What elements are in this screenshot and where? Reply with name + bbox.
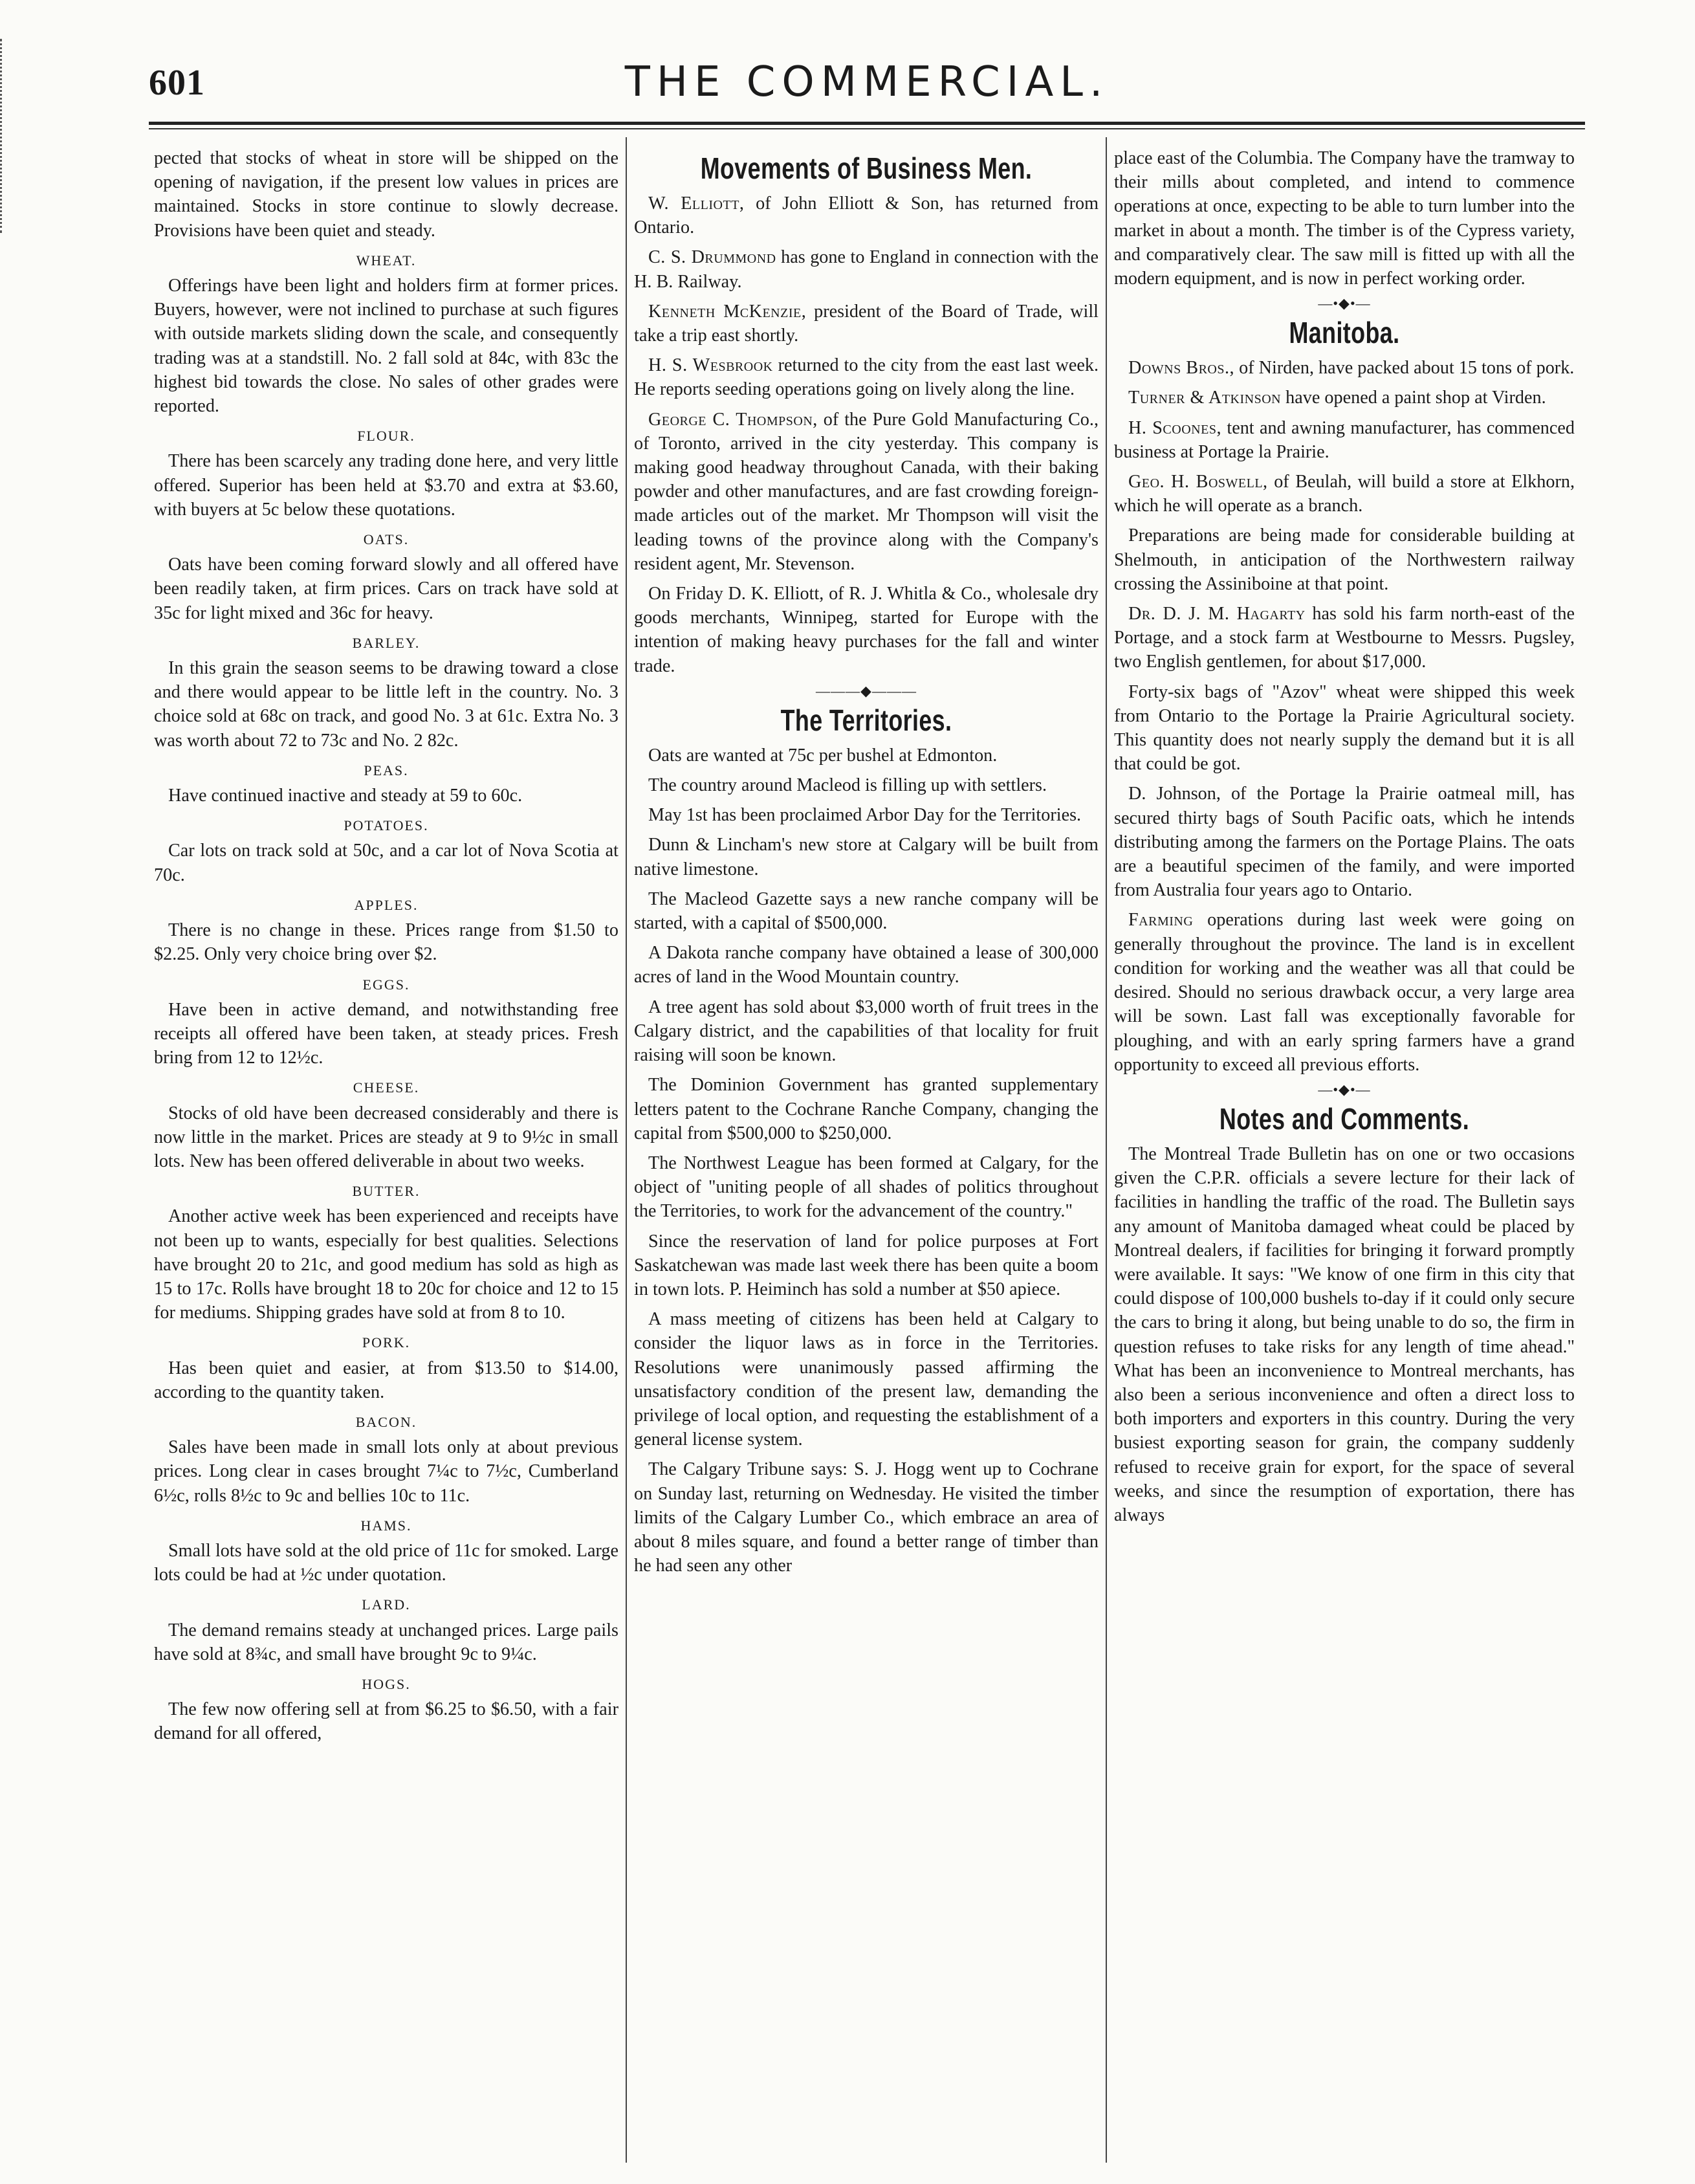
- paragraph-text: of John Elliott & Son, has returned from Ontario.: [634, 193, 1099, 238]
- subheading-oats: OATS.: [363, 531, 410, 548]
- paragraph: The few now offering sell at from $6.25 to $6.50, with a fair demand for all offered,: [154, 1699, 618, 1744]
- paragraph: [634, 192, 1099, 239]
- paragraph: There has been scarcely any trading done here, and very little offered. Superior has been held at $3.70 and extra at $3.60, with buyers at 5c below these quotations.: [154, 451, 618, 520]
- paragraph: Have been in active demand, and notwithstanding free receipts all offered have been taken, at steady prices. Fresh bring from 12 to 12½c.: [154, 999, 618, 1068]
- paragraph: [1114, 908, 1575, 1076]
- person-name: H. S. Wesbrook: [648, 355, 773, 376]
- paragraph-text: have opened a paint shop at Virden.: [1285, 388, 1546, 408]
- paragraph: [1114, 386, 1575, 410]
- paragraph: Offerings have been light and holders firm at former prices. Buyers, however, were not inclined to purchase at such figures with outside markets sliding down the scale, and consequently trading was at a standstill. No. 2 fall sold at 84c, with 83c the highest bid towards the close. No sales of other grades were reported.: [154, 276, 618, 417]
- person-name: Geo. H. Boswell,: [1128, 472, 1268, 492]
- paragraph: Since the reservation of land for police purposes at Fort Saskatchewan was made last week there has been quite a boom in town lots. P. Heiminch has sold a number at $50 apiece.: [634, 1231, 1099, 1299]
- paragraph: May 1st has been proclaimed Arbor Day for the Territories.: [648, 805, 1082, 826]
- paragraph: A tree agent has sold about $3,000 worth of fruit trees in the Calgary district, and the capabilities of that locality for fruit raising will soon be known.: [634, 997, 1099, 1066]
- paragraph: The Montreal Trade Bulletin has on one or two occasions given the C.P.R. officials a severe lecture for their lack of facilities in handling the traffic of the road. The Bulletin says any amount of Manitoba damaged wheat could be placed by Montreal dealers, if facilities for bringing it forward promptly were available. It says: "We know of one firm in this city that could dispose of 100,000 bushels to-day if it could only secure the cars to bring it along, but being unable to do so, the firm in question refuses to take risks for any length of time ahead." What has been an inconvenience to Montreal merchants, has also been a serious inconvenience and often a direct loss to both importers and exporters in this country. During the very busiest exporting season for grain, the company suddenly refused to receive grain for export, for the space of several weeks, and since the resumption of exportation, there has always: [1114, 1143, 1575, 1525]
- page-header: [149, 58, 1585, 110]
- paragraph: [1114, 356, 1575, 380]
- binding-edge: [0, 39, 19, 233]
- person-name: George C. Thompson,: [648, 409, 818, 430]
- paragraph: On Friday D. K. Elliott, of R. J. Whitla & Co., wholesale dry goods merchants, Winnipeg, started for Europe with the intention of making heavy purchases for the fall and winter trade.: [634, 584, 1099, 676]
- paragraph: Preparations are being made for considerable building at Shelmouth, in anticipation of the Northwestern railway crossing the Assiniboine at that point.: [1114, 525, 1575, 594]
- column-divider: [1106, 137, 1107, 2163]
- person-name: Turner & Atkinson: [1128, 388, 1282, 408]
- paragraph: The Macleod Gazette says a new ranche company will be started, with a capital of $500,000.: [634, 888, 1099, 934]
- paragraph: [634, 408, 1099, 576]
- paragraph: There is no change in these. Prices range from $1.50 to $2.25. Only very choice bring over $2.: [154, 920, 618, 965]
- paragraph: Another active week has been experienced and receipts have not been up to wants, especially for best qualities. Selections have brought 20 to 21c, and good medium has sold as high as 15 to 17c. Rolls have brought 18 to 20c for choice and 12 to 15 for mediums. Shipping grades have sold at from 8 to 10.: [154, 1206, 618, 1323]
- subheading-pork: PORK.: [362, 1334, 411, 1351]
- subheading-eggs: EGGS.: [362, 976, 410, 993]
- section-heading-movements: Movements of Business Men.: [700, 151, 1033, 185]
- paragraph: A Dakota ranche company have obtained a lease of 300,000 acres of land in the Wood Mountain country.: [634, 943, 1099, 987]
- paragraph: D. Johnson, of the Portage la Prairie oatmeal mill, has secured thirty bags of South Pacific oats, which he intends distributing among the farmers on the Portage Plains. The oats are a beautiful specimen of the family, and were imported from Australia four years ago to Ontario.: [1114, 784, 1575, 901]
- paragraph-text: president of the Board of Trade, will take a trip east shortly.: [634, 301, 1099, 346]
- person-name: Kenneth McKenzie,: [648, 301, 807, 322]
- subheading-bacon: BACON.: [355, 1413, 417, 1430]
- subheading-flour: FLOUR.: [357, 428, 415, 445]
- column-business-news: [634, 146, 1099, 2159]
- paragraph-text: of Beulah, will build a store at Elkhorn, which he will operate as a branch.: [1114, 472, 1575, 516]
- paragraph-text: tent and awning manufacturer, has commenced business at Portage la Prairie.: [1114, 417, 1575, 462]
- header-rule: [149, 122, 1585, 125]
- subheading-apples: APPLES.: [354, 896, 419, 913]
- paragraph: [1114, 416, 1575, 464]
- paragraph: The country around Macleod is filling up with settlers.: [648, 775, 1047, 796]
- masthead-title: THE COMMERCIAL.: [624, 58, 1110, 106]
- person-name: C. S. Drummond: [648, 247, 776, 268]
- paragraph: Dunn & Lincham's new store at Calgary will be built from native limestone.: [634, 835, 1099, 879]
- section-ornament: ———◆———: [816, 682, 917, 699]
- paragraph-text: has gone to England in connection with the H. B. Railway.: [634, 247, 1099, 292]
- paragraph: The demand remains steady at unchanged prices. Large pails have sold at 8¾c, and small have brought 9c to 9¼c.: [154, 1620, 618, 1664]
- column-market-report: [154, 146, 618, 2159]
- paragraph: A mass meeting of citizens has been held at Calgary to consider the liquor laws as in force in the Territories. Resolutions were unanimously passed affirming the unsatisfactory condition of the present law, demanding the privilege of local option, and requesting the establishment of a general license system.: [634, 1309, 1099, 1450]
- column-divider: [626, 137, 627, 2163]
- subheading-butter: BUTTER.: [352, 1183, 421, 1200]
- section-heading-manitoba: Manitoba.: [1289, 316, 1400, 350]
- subheading-barley: BARLEY.: [352, 634, 421, 651]
- person-name: H. Scoones,: [1128, 417, 1221, 438]
- section-heading-territories: The Territories.: [780, 703, 952, 737]
- paragraph: The Northwest League has been formed at Calgary, for the object of "uniting people of all shades of politics throughout the Territories, to work for the advancement of the country.": [634, 1153, 1099, 1222]
- section-ornament: —•◆•—: [1318, 1081, 1371, 1098]
- paragraph: pected that stocks of wheat in store will be shipped on the opening of navigation, if the present low values in prices are maintained. Stocks in store continue to slowly decrease. Provisions have been quiet and steady.: [154, 148, 618, 241]
- paragraph: [634, 353, 1099, 401]
- person-name: W. Elliott,: [648, 193, 745, 214]
- subheading-hogs: HOGS.: [362, 1675, 411, 1692]
- paragraph: [634, 245, 1099, 293]
- paragraph: place east of the Columbia. The Company have the tramway to their mills about completed, and intend to commence operations at once, expecting to be able to turn lumber into the market in about a month. The timber is of the Cypress variety, and comparatively clear. The saw mill is fitted up with all the modern equipment, and is now in perfect working order.: [1114, 148, 1575, 289]
- person-name: Downs Bros.,: [1128, 358, 1235, 379]
- person-name: Dr. D. J. M. Hagarty: [1128, 604, 1306, 624]
- subheading-hams: HAMS.: [360, 1517, 412, 1534]
- paragraph: [1114, 470, 1575, 518]
- paragraph: Stocks of old have been decreased considerably and there is now little in the market. Prices are steady at 9 to 9½c in small lots. New has been offered deliverable in about two weeks.: [154, 1103, 618, 1171]
- paragraph-text: of the Pure Gold Manufacturing Co., of Toronto, arrived in the city yesterday. This company is making good headway throughout Canada, with their baking powder and other manufactures, and are fast crowding foreign-made articles out of the market. Mr Thompson will visit the leading towns of the province along with the Company's resident agent, Mr. Stevenson.: [634, 409, 1099, 574]
- subheading-lard: LARD.: [362, 1596, 411, 1613]
- paragraph-text: returned to the city from the east last week. He reports seeding operations going on lively along the line.: [634, 355, 1099, 400]
- paragraph: Oats are wanted at 75c per bushel at Edmonton.: [648, 745, 998, 766]
- paragraph: The Calgary Tribune says: S. J. Hogg went up to Cochrane on Sunday last, returning on Wednesday. He visited the timber limits of the Calgary Lumber Co., which embrace an area of about 8 miles square, and found a better range of timber than he had seen any other: [634, 1459, 1099, 1576]
- subheading-potatoes: POTATOES.: [344, 817, 429, 834]
- paragraph-text: has sold his farm north-east of the Portage, and a stock farm at Westbourne to Messrs. Pugsley, two English gentlemen, for about $17,000.: [1114, 604, 1575, 672]
- section-heading-notes: Notes and Comments.: [1219, 1101, 1470, 1136]
- paragraph: Have continued inactive and steady at 59 to 60c.: [168, 786, 523, 806]
- page-number: 601: [149, 63, 205, 103]
- paragraph: Car lots on track sold at 50c, and a car lot of Nova Scotia at 70c.: [154, 841, 618, 885]
- subheading-cheese: CHEESE.: [353, 1079, 420, 1096]
- subheading-peas: PEAS.: [364, 762, 409, 778]
- lead-word: Farming: [1128, 910, 1194, 931]
- paragraph: Has been quiet and easier, at from $13.50 to $14.00, according to the quantity taken.: [154, 1358, 618, 1402]
- paragraph: [634, 300, 1099, 347]
- paragraph: [1114, 602, 1575, 674]
- header-rule-thin: [149, 128, 1585, 129]
- paragraph-text: operations during last week were going on generally throughout the province. The land is in excellent condition for working and the weather was all that could be desired. Should no serious drawback occur, a very large area will be sown. Last fall was exceptionally favorable for ploughing, and with an early spring farmers have a grand opportunity to exceed all previous efforts.: [1114, 910, 1575, 1075]
- paragraph: Sales have been made in small lots only at about previous prices. Long clear in cases brought 7¼c to 7½c, Cumberland 6½c, rolls 8½c to 9c and bellies 10c to 11c.: [154, 1437, 618, 1506]
- paragraph: Forty-six bags of "Azov" wheat were shipped this week from Ontario to the Portage la Prairie Agricultural society. This quantity does not nearly supply the demand but it is all that could be got.: [1114, 681, 1575, 775]
- paragraph-text: of Nirden, have packed about 15 tons of pork.: [1239, 358, 1575, 379]
- paragraph: The Dominion Government has granted supplementary letters patent to the Cochrane Ranche Company, changing the capital from $500,000 to $250,000.: [634, 1075, 1099, 1143]
- paragraph: Small lots have sold at the old price of 11c for smoked. Large lots could be had at ½c under quotation.: [154, 1540, 618, 1585]
- paragraph: In this grain the season seems to be drawing toward a close and there would appear to be little left in the country. No. 3 choice sold at 68c on track, and good No. 3 at 61c. Extra No. 3 was worth about 72 to 73c and No. 2 82c.: [154, 658, 618, 751]
- subheading-wheat: WHEAT.: [356, 252, 417, 269]
- column-provincial-news: [1114, 146, 1575, 2159]
- section-ornament: —•◆•—: [1318, 295, 1371, 312]
- paragraph: Oats have been coming forward slowly and all offered have been readily taken, at firm prices. Cars on track have sold at 35c for light mixed and 36c for heavy.: [154, 555, 618, 623]
